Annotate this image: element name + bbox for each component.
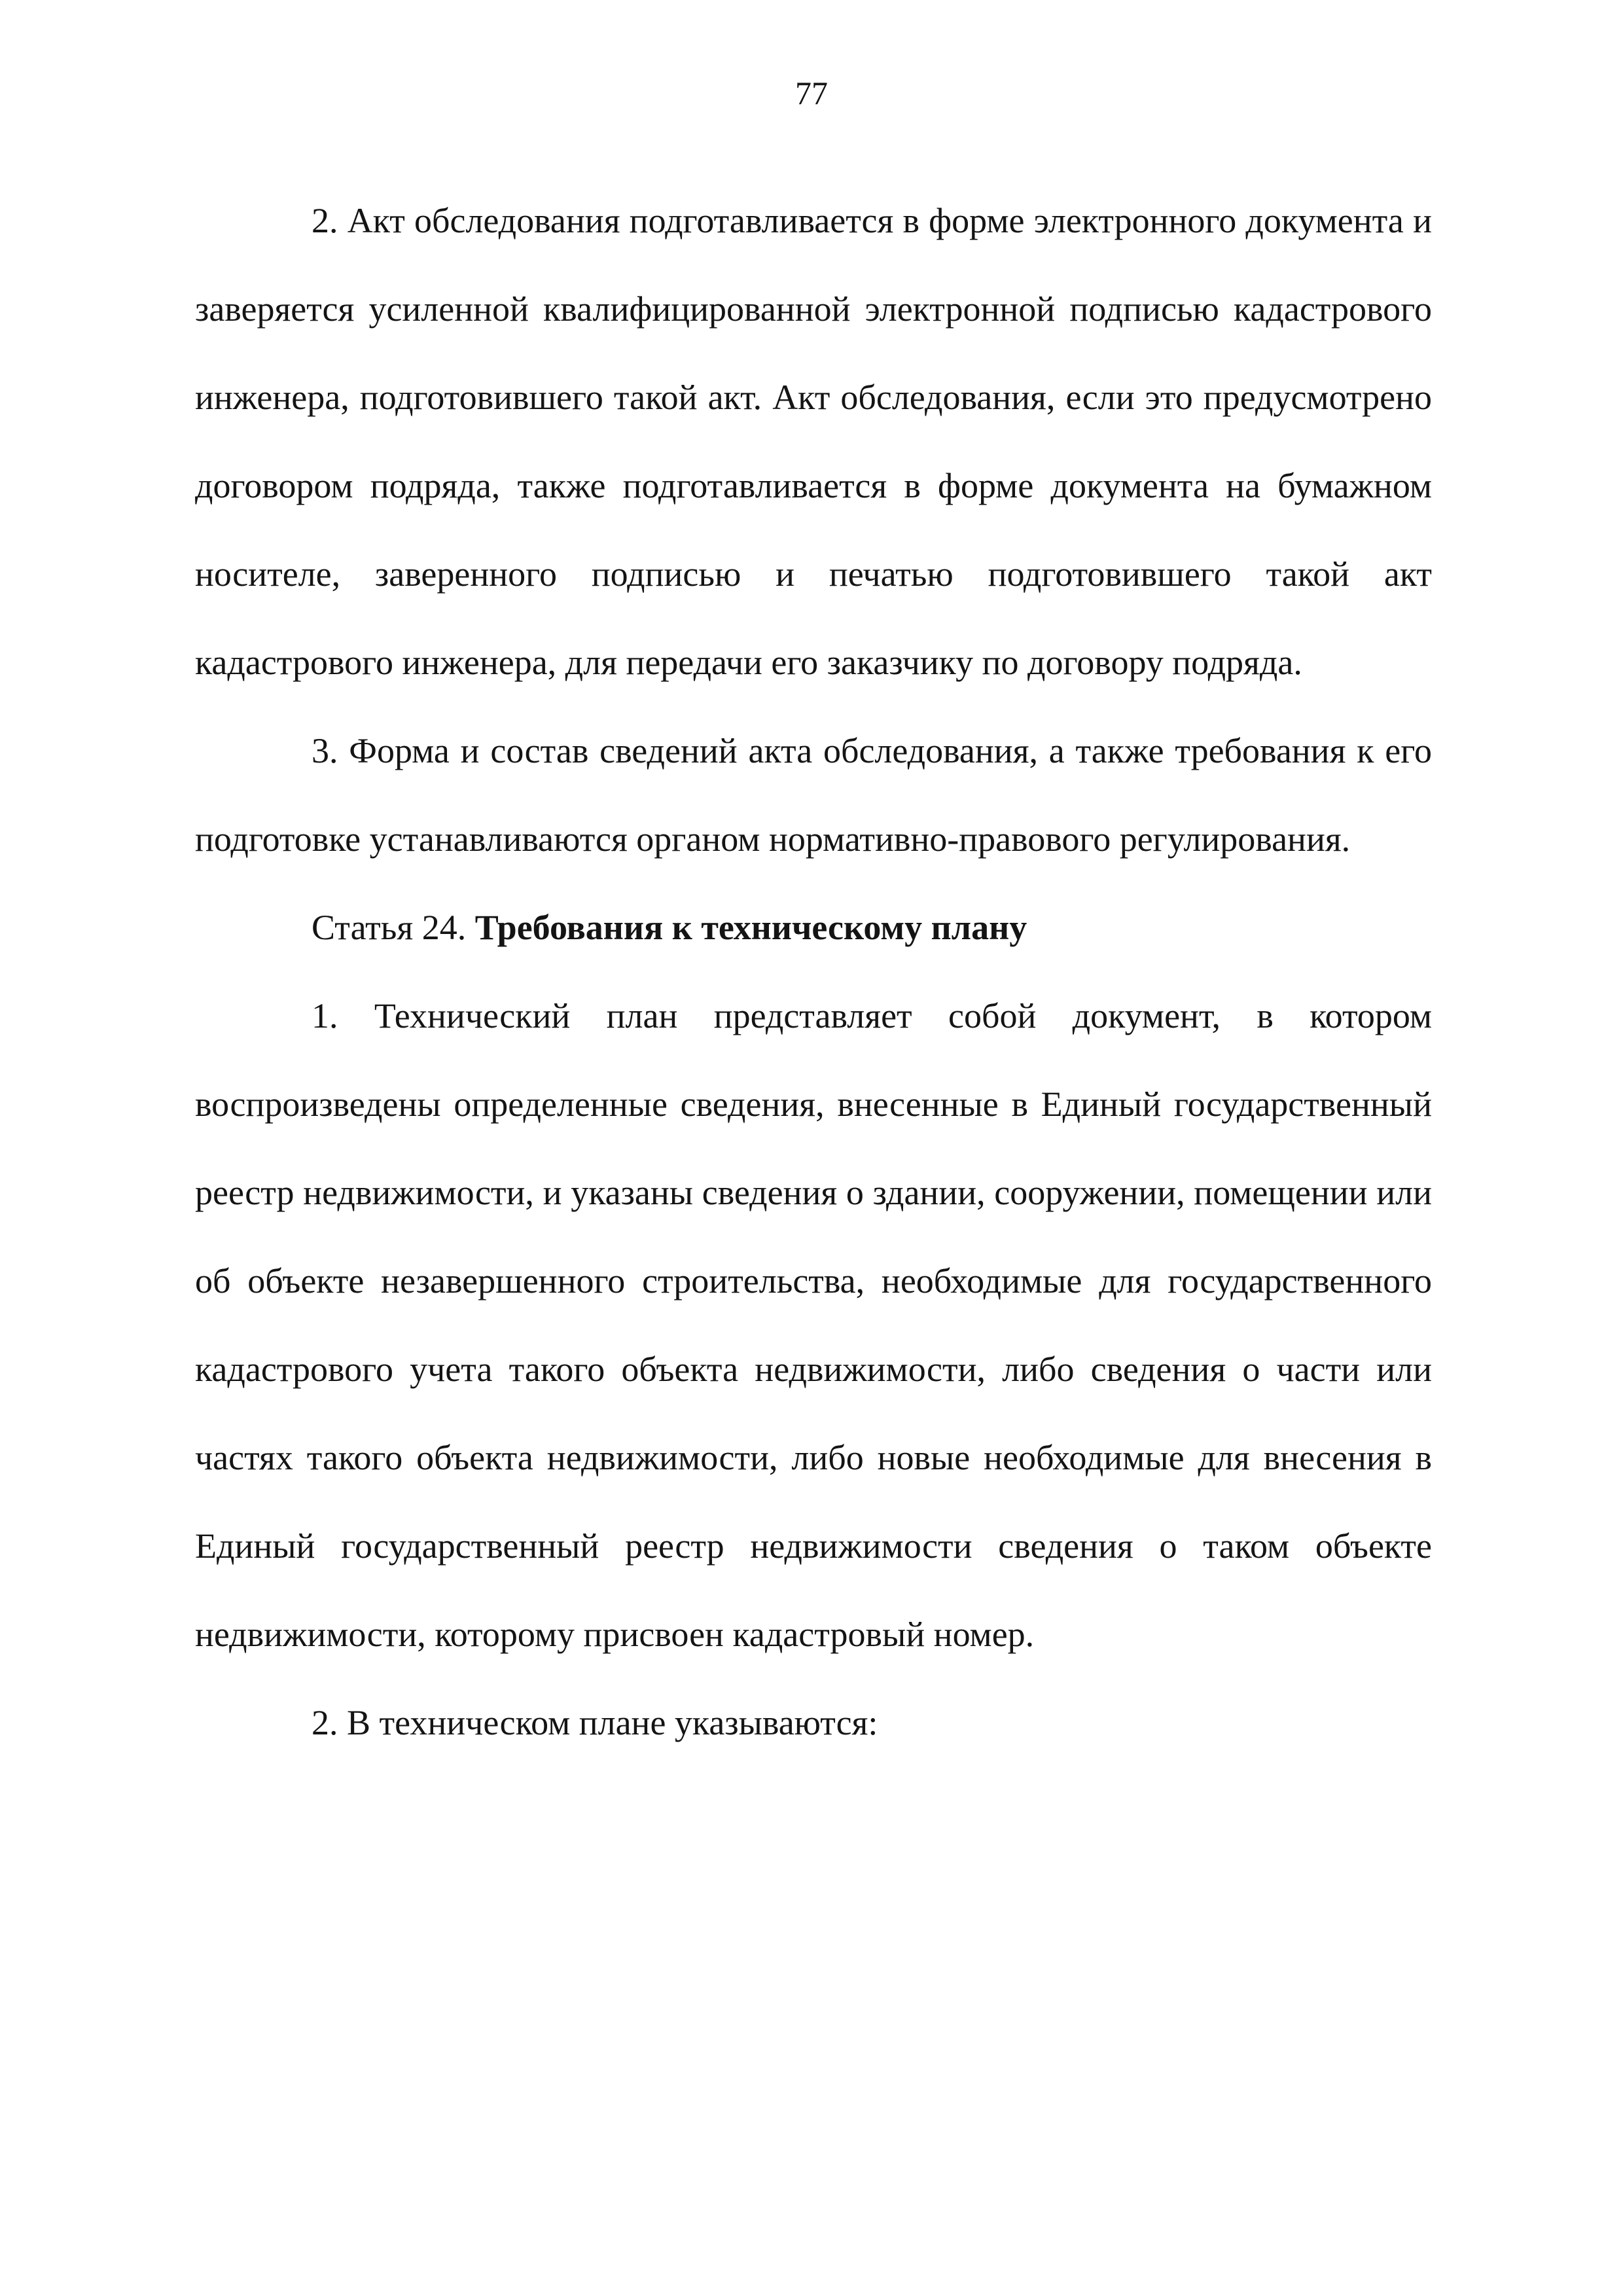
article-heading: [195, 884, 1432, 972]
document-body: [195, 177, 1432, 1767]
article-title: Требования к техническому плану: [474, 908, 1027, 947]
page-number: 77: [795, 75, 828, 111]
article-label: Статья 24.: [312, 908, 467, 947]
paragraph-technical-plan-definition: 1. Технический план представляет собой документ, в котором воспроизведены определенные сведения, внесенные в Единый государственный реестр недвижимости, и указаны сведения о здании, сооружении, помещении или об объекте незавершенного строительства, необходимые для государственного кадастрового учета такого объекта недвижимости, либо сведения о части или частях такого объекта недвижимости, либо новые необходимые для внесения в Единый государственный реестр недвижимости сведения о таком объекте недвижимости, которому присвоен кадастровый номер.: [195, 996, 1432, 1654]
paragraph-survey-act-form: 2. Акт обследования подготавливается в форме электронного документа и заверяется усиленной квалифицированной электронной подписью кадастрового инженера, подготовившего такой акт. Акт обследования, если это предусмотрено договором подряда, также подготавливается в форме документа на бумажном носителе, заверенного подписью и печатью подготовившего такой акт кадастрового инженера, для передачи его заказчику по договору подряда.: [195, 201, 1432, 682]
paragraph-technical-plan-contents: 2. В техническом плане указываются:: [312, 1703, 878, 1742]
paragraph-survey-act-requirements: 3. Форма и состав сведений акта обследования, а также требования к его подготовке устанавливаются органом нормативно-правового регулирования.: [195, 731, 1432, 859]
